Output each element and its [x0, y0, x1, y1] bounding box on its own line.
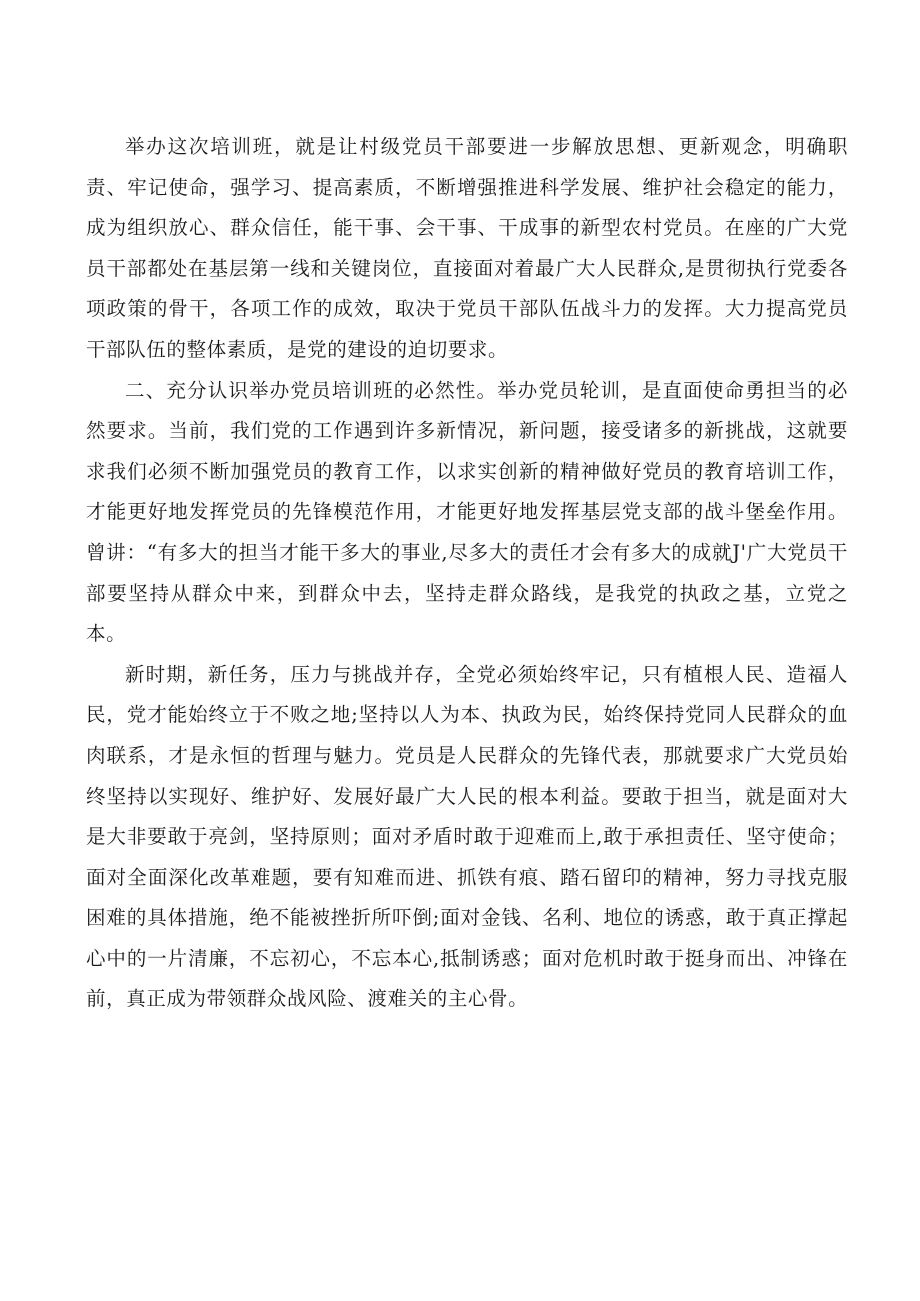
paragraph-1: 举办这次培训班，就是让村级党员干部要进一步解放思想、更新观念，明确职责、牢记使命，强学习、提高素质，不断增强推进科学发展、维护社会稳定的能力，成为组织放心、群众信任，能干事、会干事、干成事的新型农村党员。在座的广大党员干部都处在基层第一线和关键岗位，直接面对着最广大人民群众,是贯彻执行党委各项政策的骨干，各项工作的成效，取决于党员干部队伍战斗力的发挥。大力提高党员干部队伍的整体素质，是党的建设的迫切要求。 [86, 135, 848, 361]
paragraph-2: 二、充分认识举办党员培训班的必然性。举办党员轮训，是直面使命勇担当的必然要求。当前，我们党的工作遇到许多新情况，新问题，接受诸多的新挑战，这就要求我们必须不断加强党员的教育工作，以求实创新的精神做好党员的教育培训工作，才能更好地发挥党员的先锋模范作用，才能更好地发挥基层党支部的战斗堡垒作用。曾讲：“有多大的担当才能干多大的事业,尽多大的责任才会有多大的成就J'广大党员干部要坚持从群众中来，到群众中去，坚持走群众路线，是我党的执政之基，立党之本。 [86, 378, 848, 646]
document-body [86, 127, 848, 1020]
paragraph-3: 新时期，新任务，压力与挑战并存，全党必须始终牢记，只有植根人民、造福人民，党才能始终立于不败之地;坚持以人为本、执政为民，始终保持党同人民群众的血肉联系，才是永恒的哲理与魅力。党员是人民群众的先锋代表，那就要求广大党员始终坚持以实现好、维护好、发展好最广大人民的根本利益。要敢于担当，就是面对大是大非要敢于亮剑，坚持原则；面对矛盾时敢于迎难而上,敢于承担责任、坚守使命；面对全面深化改革难题，要有知难而进、抓铁有痕、踏石留印的精神，努力寻找克服困难的具体措施，绝不能被挫折所吓倒;面对金钱、名利、地位的诱惑，敢于真正撑起心中的一片清廉，不忘初心，不忘本心,抵制诱惑；面对危机时敢于挺身而出、冲锋在前，真正成为带领群众战风险、渡难关的主心骨。 [86, 662, 848, 1011]
